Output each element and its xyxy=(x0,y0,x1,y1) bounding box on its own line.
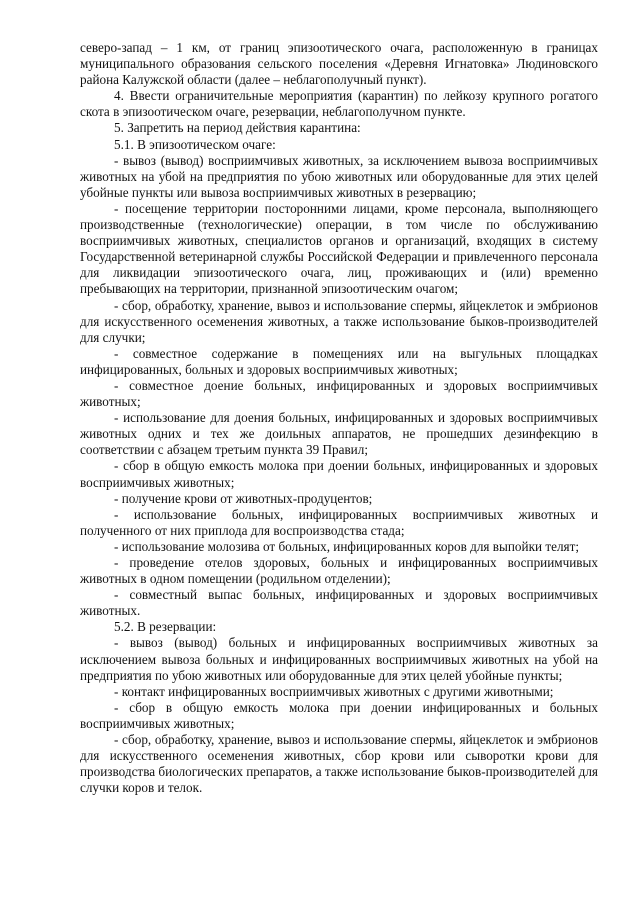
paragraph: 4. Ввести ограничительные мероприятия (карантин) по лейкозу крупного рогатого скота в эпизоотическом очаге, резервации, неблагополучном пункте. xyxy=(80,88,598,120)
paragraph: - использование больных, инфицированных восприимчивых животных и полученного от них приплода для воспроизводства стада; xyxy=(80,506,598,538)
paragraph: - сбор, обработку, хранение, вывоз и использование спермы, яйцеклеток и эмбрионов для искусственного осеменения животных, сбор крови или сыворотки крови для производства биологических препаратов, а также использование быков-производителей для случки коров и телок. xyxy=(80,732,598,796)
paragraph: - сбор в общую емкость молока при доении больных, инфицированных и здоровых восприимчивых животных; xyxy=(80,458,598,490)
paragraph: - совместный выпас больных, инфицированных и здоровых восприимчивых животных. xyxy=(80,587,598,619)
paragraph: - проведение отелов здоровых, больных и инфицированных восприимчивых животных в одном помещении (родильном отделении); xyxy=(80,555,598,587)
paragraph: - использование молозива от больных, инфицированных коров для выпойки телят; xyxy=(114,538,580,554)
paragraph: 5. Запретить на период действия карантина: xyxy=(114,120,361,136)
paragraph: - совместное содержание в помещениях или на выгульных площадках инфицированных, больных и здоровых восприимчивых животных; xyxy=(80,345,598,377)
document-page xyxy=(80,40,598,796)
paragraph: - сбор в общую емкость молока при доении инфицированных и больных восприимчивых животных; xyxy=(80,699,598,731)
paragraph: - вывоз (вывод) больных и инфицированных восприимчивых животных за исключением вывоза больных и инфицированных восприимчивых животных на убой на предприятия по убою животных или оборудованные для этих целей убойные пункты; xyxy=(80,635,598,683)
paragraph: - посещение территории посторонними лицами, кроме персонала, выполняющего производственные (технологические) операции, в том числе по обслуживанию восприимчивых животных, специалистов органов и организаций, входящих в систему Государственной ветеринарной службы Российской Федерации и привлеченного персонала для ликвидации эпизоотического очага, лиц, проживающих и (или) временно пребывающих на территории, признанной эпизоотическим очагом; xyxy=(80,200,598,297)
paragraph: северо-запад – 1 км, от границ эпизоотического очага, расположенную в границах муниципального образования сельского поселения «Деревня Игнатовка» Людиновского района Калужской области (далее – неблагополучный пункт). xyxy=(80,40,598,88)
paragraph: - контакт инфицированных восприимчивых животных с другими животными; xyxy=(114,683,554,699)
paragraph: - получение крови от животных-продуцентов; xyxy=(114,490,373,506)
paragraph: - использование для доения больных, инфицированных и здоровых восприимчивых животных одних и тех же доильных аппаратов, не прошедших дезинфекцию в соответствии с абзацем третьим пункта 39 Правил; xyxy=(80,410,598,458)
paragraph: 5.2. В резервации: xyxy=(114,619,217,635)
paragraph: 5.1. В эпизоотическом очаге: xyxy=(114,136,276,152)
paragraph: - совместное доение больных, инфицированных и здоровых восприимчивых животных; xyxy=(80,377,598,410)
paragraph: - вывоз (вывод) восприимчивых животных, за исключением вывоза восприимчивых животных на убой на предприятия по убою животных или оборудованные для этих целей убойные пункты или вывоза восприимчивых животных в резервацию; xyxy=(80,152,598,200)
paragraph: - сбор, обработку, хранение, вывоз и использование спермы, яйцеклеток и эмбрионов для искусственного осеменения животных, а также использование быков-производителей для случки; xyxy=(80,297,598,345)
